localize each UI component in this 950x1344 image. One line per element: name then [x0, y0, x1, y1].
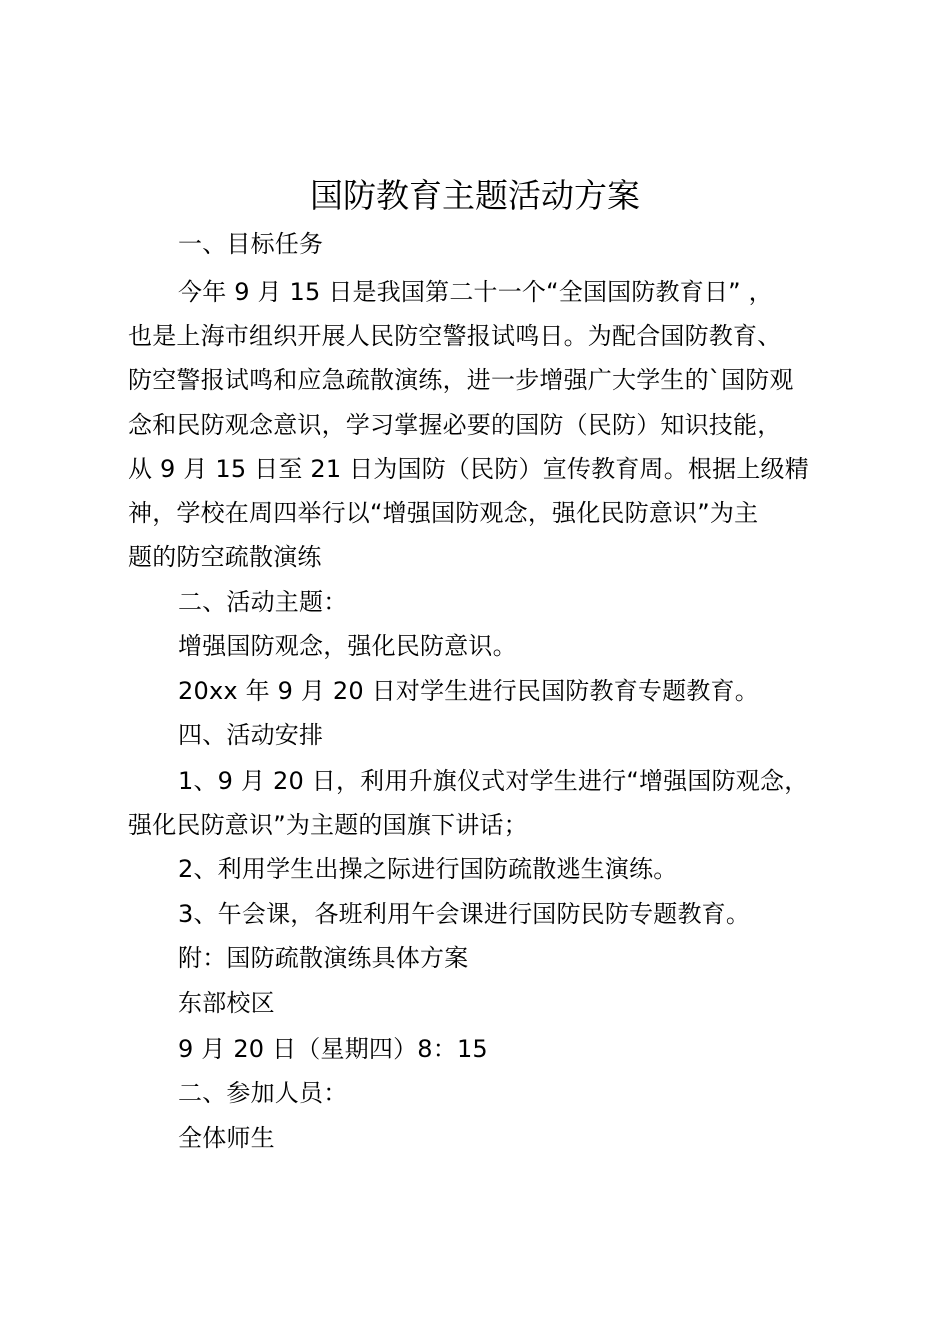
paragraph-line: 全体师生: [178, 1124, 275, 1152]
paragraph-line: 从 9 月 15 日至 21 日为国防（民防）宣传教育周。根据上级精: [128, 455, 809, 483]
paragraph-line: 念和民防观念意识，学习掌握必要的国防（民防）知识技能，: [128, 411, 782, 439]
paragraph-line: 9 月 20 日（星期四）8：15: [178, 1035, 488, 1063]
paragraph-line: 强化民防意识”为主题的国旗下讲话；: [128, 811, 528, 839]
paragraph-line: 20xx 年 9 月 20 日对学生进行民国防教育专题教育。: [178, 677, 759, 705]
heading-arrangement: 四、活动安排: [178, 721, 324, 749]
heading-theme: 二、活动主题：: [178, 588, 348, 616]
paragraph-line: 1、9 月 20 日，利用升旗仪式对学生进行“增强国防观念，: [178, 767, 809, 795]
paragraph-line: 增强国防观念，强化民防意识。: [178, 632, 517, 660]
heading-participants: 二、参加人员：: [178, 1079, 348, 1107]
document-title: 国防教育主题活动方案: [310, 176, 640, 215]
paragraph-line: 也是上海市组织开展人民防空警报试鸣日。为配合国防教育、: [128, 322, 782, 350]
paragraph-line: 附：国防疏散演练具体方案: [178, 944, 469, 972]
heading-goals: 一、目标任务: [178, 230, 324, 258]
paragraph-line: 神，学校在周四举行以“增强国防观念，强化民防意识”为主: [128, 499, 759, 527]
paragraph-line: 东部校区: [178, 989, 275, 1017]
paragraph-line: 3、午会课，各班利用午会课进行国防民防专题教育。: [178, 900, 751, 928]
paragraph-line: 2、利用学生出操之际进行国防疏散逃生演练。: [178, 855, 678, 883]
paragraph-line: 防空警报试鸣和应急疏散演练，进一步增强广大学生的`国防观: [128, 366, 794, 394]
paragraph-line: 今年 9 月 15 日是我国第二十一个“全国国防教育日” ，: [178, 278, 773, 306]
paragraph-line: 题的防空疏散演练: [128, 543, 322, 571]
